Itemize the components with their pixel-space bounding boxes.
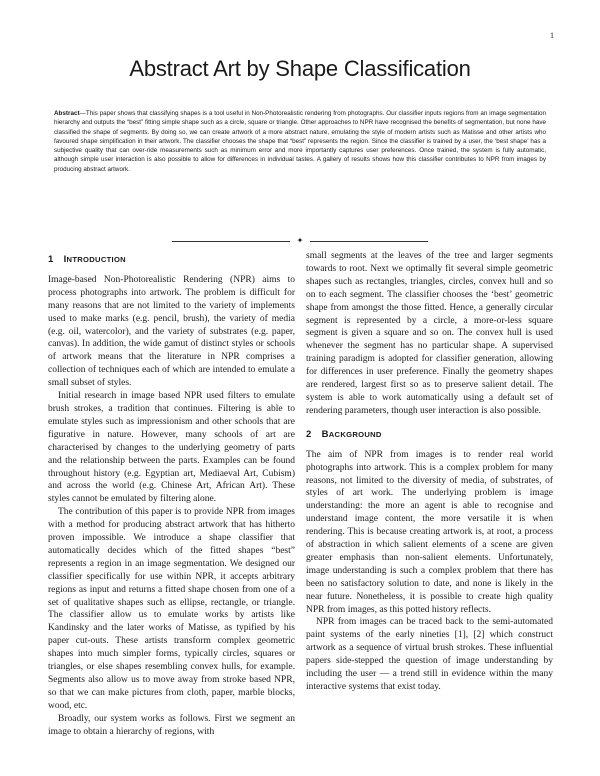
section-number: 1: [48, 254, 54, 265]
page-number: 1: [550, 31, 554, 40]
section-heading-background: 2 BACKGROUND: [306, 428, 382, 440]
intro-paragraph-2: Initial research in image based NPR used filters to emulate brush strokes, a tradition that continues. Filtering is able to emulate styles such as impressionism and other schools that are figurative in nature. However, many schools of art are characterised by changes to the underlying geometry of parts and the relationship between the parts. Examples can be found throughout history (e.g. Egyptian art, Mediaeval Art, Cubism) and across the world (e.g. Chinese Art, African Art). These styles cannot be emulated by filtering alone.: [48, 391, 295, 505]
divider-ornament-icon: ✦: [296, 236, 304, 245]
background-paragraph-2: NPR from images can be traced back to the semi-automated paint systems of the early nineties [1], [2] which construct artwork as a sequence of virtual brush strokes. These influential papers side-stepped the question of image understanding by including the user — a trend still in evidence within the many interactive systems that exist today.: [306, 617, 553, 692]
background-paragraph-1: The aim of NPR from images is to render real world photographs into artwork. This is a complex problem for many reasons, not limited to the diversity of media, of substrates, of styles of art work. The underlying problem is image understanding: the more an agent is able to recognise and understand image content, the more versatile it is when rendering. This is because creating artwork is, at root, a process of abstraction in which salient elements of a scene are given greater emphasis than non-salient elements. Unfortunately, image understanding is such a complex problem that there has been no satisfactory solution to date, and none is likely in the near future. Nonetheless, it is possible to create high quality NPR from images, as this potted history reflects.: [306, 449, 553, 615]
intro-paragraph-3: The contribution of this paper is to provide NPR from images with a method for producing abstract artwork that has hitherto proven impossible. We introduce a shape classifier that automatically decides which of the fitted shapes “best” represents a region in an image segmentation. We designed our classifier specifically for use within NPR, it accepts arbitrary regions as input and returns a fitted shape chosen from one of a set of qualitative shapes such as ellipse, rectangle, or triangle. The classifier allow us to emulate works by artists like Kandinsky and the later works of Matisse, as typified by his paper cut-outs. These artists transform complex geometric shapes into much simpler forms, typically circles, squares or triangles, or else shapes resembling convex hulls, for example. Segments also allow us to move away from stroke based NPR, so that we can make pictures from cloth, paper, marble blocks, wood, etc.: [48, 507, 295, 711]
left-column: [48, 250, 295, 739]
intro-paragraph-4-continued: small segments at the leaves of the tree and larger segments towards to root. Next we optimally fit several simple geometric shapes such as rectangles, triangles, circles, convex hull and so on to each segment. The classifier chooses the ‘best’ geometric shape from amongst the those fitted. Hence, a generally circular segment is represented by a circle, a more-or-less square segment is given a square and so on. The convex hull is used whenever the segment has no particular shape. A supervised training paradigm is adopted for classifier generation, allowing for differences in user preference. Finally the geometry shapes are rendered, largest first so as to preserve salient detail. The system is able to work automatically using a default set of rendering parameters, though user interaction is also possible.: [306, 251, 553, 416]
abstract-text: —This paper shows that classifying shapes is a tool useful in Non-Photorealistic rendering from photographs. Our classifier inputs regions from an image segmentation hierarchy and outputs the “best” fitting simple shape such as a circle, square or triangle. Other approaches to NPR have recognised the benefits of segmentation, but none have classified the shape of segments. By doing so, we can create artwork of a more abstract nature, emulating the style of modern artists such as Matisse and other artists who favoured shape simplification in their artwork. The classifier chooses the shape that “best” represents the region. Since the classifier is trained by a user, the ‘best shape’ has a subjective quality that can over-ride measurements such as minimum error and more importantly captures user preferences. Once trained, the system is fully automatic, although simple user interaction is also possible to allow for differences in individual tastes. A gallery of results shows how this classifier contributes to NPR from images by producing abstract artwork.: [54, 110, 546, 173]
divider-line-left: [172, 241, 290, 242]
right-column: [306, 250, 553, 694]
abstract-label: Abstract: [54, 110, 80, 117]
section-number: 2: [306, 428, 312, 440]
intro-paragraph-4: Broadly, our system works as follows. First we segment an image to obtain a hierarchy of regions, with: [48, 713, 295, 737]
divider-line-right: [310, 241, 428, 242]
paper-title: Abstract Art by Shape Classification: [129, 56, 471, 81]
section-divider: [172, 236, 428, 246]
intro-paragraph-1: Image-based Non-Photorealistic Rendering (NPR) aims to process photographs into artwork. The problem is difficult for many reasons that are not limited to the variety of implements used to make marks (e.g. pencil, brush), the variety of media (e.g. oil, watercolor), and the variety of substrates (e.g. paper, canvas). In addition, the wide gamut of distinct styles or schools of artwork means that the literature in NPR comprises a collection of techniques each of which are intended to emulate a small subset of styles.: [48, 274, 295, 389]
section-heading-introduction: 1 INTRODUCTION: [48, 254, 126, 265]
abstract: [54, 109, 546, 174]
